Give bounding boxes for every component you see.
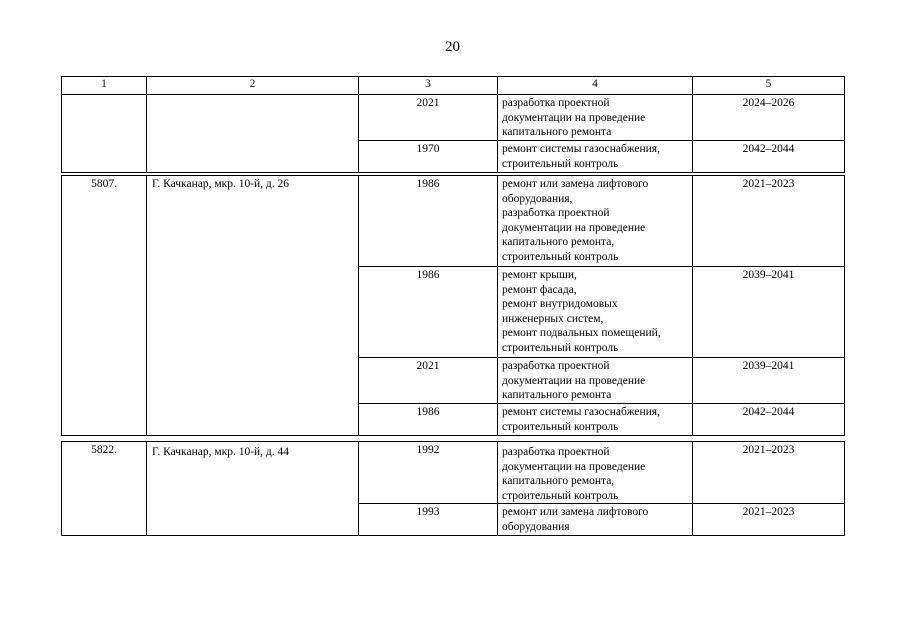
work-line: разработка проектной	[502, 207, 610, 220]
record-group	[61, 441, 845, 536]
header-col-5: 5	[693, 77, 845, 95]
work-line: капитального ремонта	[502, 126, 612, 139]
work-types	[498, 504, 693, 536]
planned-period: 2042–2044	[693, 404, 845, 436]
work-types	[498, 442, 693, 504]
header-col-2: 2	[147, 77, 359, 95]
table-row	[62, 95, 845, 141]
page-number: 20	[445, 39, 460, 55]
commission-year: 1986	[359, 267, 498, 358]
work-line: ремонт системы газоснабжения,	[502, 143, 660, 155]
commission-year: 1993	[359, 504, 498, 536]
work-line: документации на проведение	[502, 221, 646, 234]
header-row	[62, 77, 845, 95]
record-number	[62, 95, 147, 173]
work-line: оборудования,	[502, 192, 573, 205]
work-line: строительный контроль	[502, 341, 619, 354]
work-line: ремонт внутридомовых	[502, 298, 618, 311]
work-types	[498, 95, 693, 141]
commission-year: 1970	[359, 141, 498, 173]
record-number: 5807.	[62, 176, 147, 436]
work-line: ремонт крыши,	[502, 269, 577, 281]
record-address	[147, 95, 359, 173]
commission-year: 1986	[359, 404, 498, 436]
header-col-3: 3	[359, 77, 498, 95]
planned-period: 2021–2023	[693, 442, 845, 504]
work-line: разработка проектной	[502, 360, 610, 372]
work-types	[498, 267, 693, 358]
work-line: капитального ремонта	[502, 389, 612, 402]
work-line: строительный контроль	[502, 420, 619, 433]
table-row	[62, 176, 845, 267]
work-line: ремонт или замена лифтового	[502, 506, 649, 519]
work-line: строительный контроль	[502, 250, 619, 263]
commission-year: 2021	[359, 95, 498, 141]
work-line: капитального ремонта,	[502, 236, 615, 249]
work-line: разработка проектной	[502, 446, 610, 458]
work-line: ремонт фасада,	[502, 283, 577, 296]
work-line: ремонт подвальных помещений,	[502, 327, 661, 340]
header-col-4: 4	[498, 77, 693, 95]
work-line: документации на проведение	[502, 460, 646, 473]
work-line: инженерных систем,	[502, 312, 604, 325]
commission-year: 1986	[359, 176, 498, 267]
commission-year: 1992	[359, 442, 498, 504]
planned-period: 2021–2023	[693, 176, 845, 267]
table-row	[62, 442, 845, 504]
work-line: строительный контроль	[502, 157, 619, 170]
work-line: строительный контроль	[502, 489, 619, 502]
work-types	[498, 358, 693, 404]
planned-period: 2024–2026	[693, 95, 845, 141]
work-types	[498, 176, 693, 267]
record-address: Г. Качканар, мкр. 10-й, д. 26	[147, 176, 359, 436]
work-types	[498, 141, 693, 173]
work-types	[498, 404, 693, 436]
planned-period: 2021–2023	[693, 504, 845, 536]
work-line: документации на проведение	[502, 374, 646, 387]
record-number: 5822.	[62, 442, 147, 536]
work-line: ремонт или замена лифтового	[502, 178, 649, 190]
work-line: разработка проектной	[502, 97, 610, 109]
record-group	[61, 94, 845, 173]
table-header	[61, 76, 845, 95]
header-col-1: 1	[62, 77, 147, 95]
record-address: Г. Качканар, мкр. 10-й, д. 44	[147, 442, 359, 536]
record-group	[61, 175, 845, 436]
planned-period: 2039–2041	[693, 358, 845, 404]
work-line: капитального ремонта,	[502, 475, 615, 488]
work-line: ремонт системы газоснабжения,	[502, 406, 660, 418]
commission-year: 2021	[359, 358, 498, 404]
planned-period: 2039–2041	[693, 267, 845, 358]
work-line: оборудования	[502, 520, 570, 533]
planned-period: 2042–2044	[693, 141, 845, 173]
work-line: документации на проведение	[502, 111, 646, 124]
